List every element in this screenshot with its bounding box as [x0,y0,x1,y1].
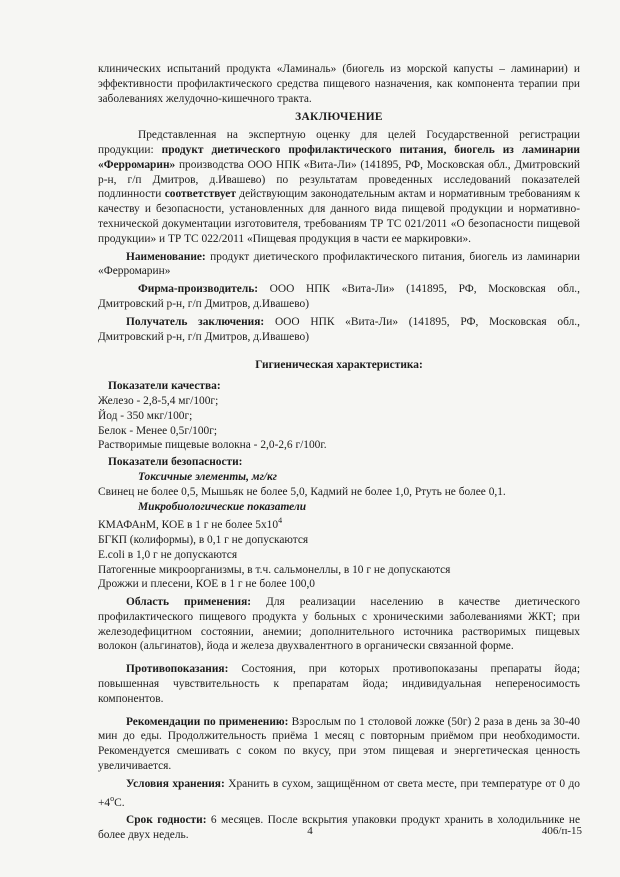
conclusion-text-e: действующим законодательным актам и нормативным требованиям к качеству и безопасности, установленных для данного вида пищевой продукции и нормативно-технической документации изготовителя, требованиям ТР ТС 021/2011 «О безопасности пищевой продукции» и ТР ТС 022/2011 «Пищевая продукция в части ее маркировки». [98,188,581,245]
storage-value: Хранить в сухом, защищённом от света месте, при температуре от 0 до +4 [98,777,580,809]
toxic-label: Токсичные элементы, мг/кг [138,470,277,483]
kmafanm-exponent: 4 [278,516,283,526]
manufacturer-paragraph [98,282,580,312]
storage-label: Условия хранения: [126,777,225,790]
storage-paragraph [98,777,580,810]
micro-item: Дрожжи и плесени, КОЕ в 1 г не более 100,0 [98,578,316,591]
quality-label: Показатели качества: [108,380,221,393]
product-name-value: продукт диетического профилактического питания, биогель из ламинарии «Ферромарин» [98,250,580,278]
reco-paragraph [98,715,580,774]
area-label: Область применения: [126,596,252,609]
quality-section [98,379,580,453]
micro-item: E.coli в 1,0 г не допускаются [98,548,238,561]
manufacturer-value: ООО НПК «Вита-Ли» (141895, РФ, Московская обл., Дмитровский р-н, г/п Дмитров, д.Ивашево) [98,283,580,310]
shelf-label: Срок годности: [126,814,207,827]
micro-item: Патогенные микроорганизмы, в т.ч. сальмонеллы, в 10 г не допускаются [98,563,451,576]
micro-item: БГКП (колиформы), в 0,1 г не допускаются [98,533,309,546]
safety-label: Показатели безопасности: [108,456,243,469]
micro-label: Микробиологические показатели [138,500,307,513]
quality-item: Йод - 350 мкг/100г; [98,409,193,422]
intro-paragraph: клинических испытаний продукта «Ламиналь» (биогель из морской капусты – ламинарии) и эффективности профилактического средства пищевого назначения, как компонента терапии при заболеваниях желудочно-кишечного тракта. [98,63,580,105]
storage-end: С. [114,796,125,809]
hygiene-title: Гигиеническая характеристика: [255,359,423,372]
kmafanm-line [98,514,580,533]
recipient-paragraph [98,315,580,345]
recipient-label: Получатель заключения: [126,315,265,328]
document-code: 406/п-15 [541,825,582,837]
quality-item: Железо - 2,8-5,4 мг/100г; [98,394,219,407]
conformity-bold: соответствует [164,188,236,201]
safety-section [98,455,580,592]
toxic-text: Свинец не более 0,5, Мышьяк не более 5,0, Кадмий не более 1,0, Ртуть не более 0,1. [98,485,506,498]
quality-item: Растворимые пищевые волокна - 2,0-2,6 г/100г. [98,439,327,452]
conclusion-paragraph [98,128,580,246]
reco-value: Взрослым по 1 столовой ложке (50г) 2 раза в день за 30-40 мин до еды. Продолжительность приёма 1 месяц с повторным приёмом при необходимости. Рекомендуется смешивать с соком по вкусу, при этом пищевая и энергетическая ценность увеличивается. [98,715,580,773]
contra-paragraph [98,662,580,706]
contra-label: Противопоказания: [126,663,229,676]
product-name-bold: продукт диетического профилактического питания, биогель из ламинарии «Ферромарин» [98,143,580,171]
degree-sup: о [110,793,115,803]
product-name-paragraph [98,250,580,280]
manufacturer-label: Фирма-производитель: [138,283,259,296]
conclusion-title: ЗАКЛЮЧЕНИЕ [295,111,383,124]
conclusion-text-a: Представленная на экспертную оценку для целей Государственной регистрации продукции: [98,129,580,156]
recipient-value: ООО НПК «Вита-Ли» (141895, РФ, Московская обл., Дмитровский р-н, г/п Дмитров, д.Ивашево) [98,315,580,343]
shelf-value: 6 месяцев. После вскрытия упаковки продукт хранить в холодильнике не более двух недель. [98,814,581,842]
reco-label: Рекомендации по применению: [126,715,289,728]
contra-value: Состояния, при которых противопоказаны препараты йода; повышенная чувствительность к препаратам йода; индивидуальная непереносимость компонентов. [98,663,580,705]
quality-item: Белок - Менее 0,5г/100г; [98,424,218,437]
conclusion-text-c: производства ООО НПК «Вита-Ли» (141895, РФ, Московская обл., Дмитровский р-н, г/п Дмитров, д.Ивашево) по результатам проведенных исследований показателей подлинности [98,158,580,201]
area-paragraph [98,595,580,654]
product-name-label: Наименование: [126,250,206,263]
area-value: Для реализации населению в качестве диетического профилактического пищевого продукта у больных с хроническими заболеваниями ЖКТ; при железодефицитном состоянии, анемии; дополнительного источника растворимых пищевых волокон (альгинатов), йода и железа двухвалентного в органически связанной форме. [98,596,580,653]
page-number: 4 [307,825,313,837]
kmafanm-text: КМАФАнМ, КОЕ в 1 г не более 5х10 [98,519,279,532]
